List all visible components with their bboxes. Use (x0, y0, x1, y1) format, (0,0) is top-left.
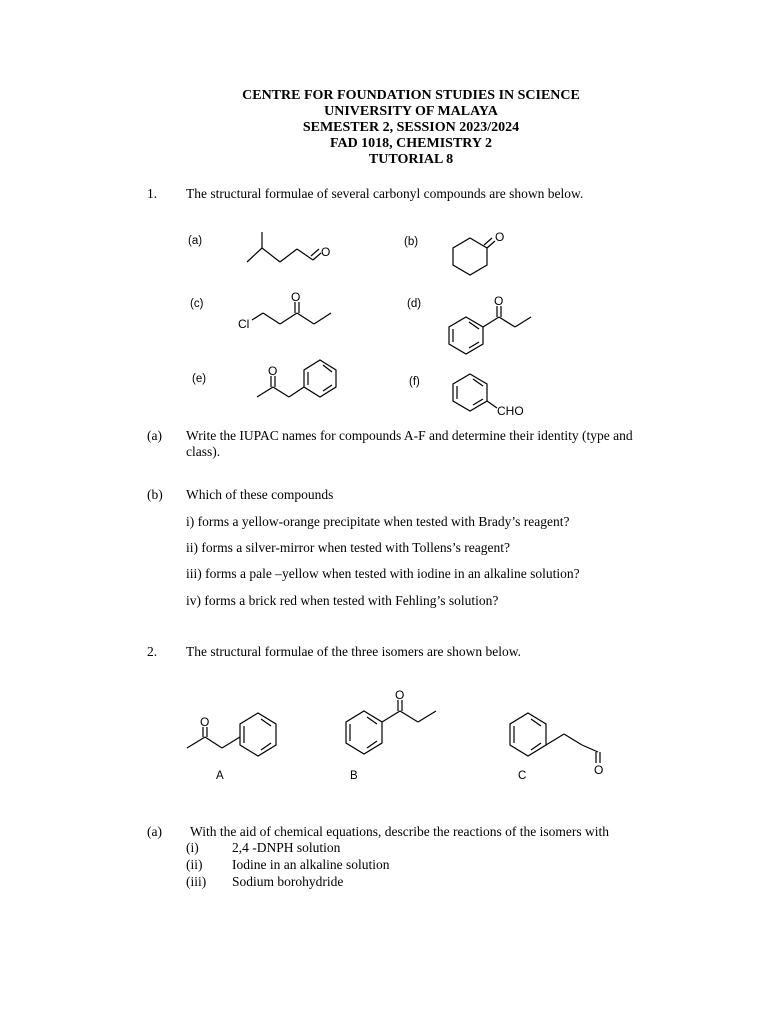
q2-part-a-intro: With the aid of chemical equations, describe the reactions of the isomers with (190, 824, 609, 839)
q1-part-b-item-2: ii) forms a silver-mirror when tested with Tollens’s reagent? (186, 540, 510, 555)
compound-label-c: (c) (190, 298, 204, 310)
oxygen-atom-isomer-a: O (200, 715, 210, 729)
q1-part-b-item-4: iv) forms a brick red when tested with Fehling’s solution? (186, 593, 499, 608)
chlorine-atom-c: Cl (238, 317, 250, 331)
header-university: UNIVERSITY OF MALAYA (324, 104, 498, 119)
q1-part-b-item-1: i) forms a yellow-orange precipitate when tested with Brady’s reagent? (186, 514, 570, 529)
oxygen-atom-isomer-c: O (594, 763, 604, 777)
header-semester: SEMESTER 2, SESSION 2023/2024 (302, 120, 520, 135)
q2-item-3-num: (iii) (186, 874, 207, 889)
q1-part-b-intro: Which of these compounds (186, 487, 334, 502)
compound-label-f: (f) (409, 376, 420, 388)
question-1-intro: The structural formulae of several carbonyl compounds are shown below. (186, 186, 584, 201)
q2-item-2-num: (ii) (186, 857, 203, 872)
question-2-intro: The structural formulae of the three isomers are shown below. (186, 644, 522, 659)
oxygen-atom-d: O (494, 294, 504, 308)
compound-label-b: (b) (404, 236, 419, 248)
q2-item-2-text: Iodine in an alkaline solution (232, 857, 390, 872)
q2-part-a-label: (a) (147, 824, 162, 839)
q1-part-a-line2: class). (186, 444, 221, 459)
q1-part-b-item-3: iii) forms a pale –yellow when tested with iodine in an alkaline solution? (186, 566, 580, 581)
oxygen-atom-e: O (268, 364, 278, 378)
q1-part-b-label: (b) (147, 487, 163, 502)
q2-item-1-text: 2,4 -DNPH solution (232, 840, 341, 855)
question-1-number: 1. (147, 186, 158, 201)
aldehyde-group-f: CHO (497, 404, 524, 418)
oxygen-atom-a: O (321, 245, 331, 259)
q2-item-3-text: Sodium borohydride (232, 874, 344, 889)
q1-part-a-line1: Write the IUPAC names for compounds A-F and determine their identity (type and (186, 428, 633, 443)
isomer-a-label: A (216, 770, 224, 782)
compound-label-e: (e) (192, 373, 207, 385)
question-2-number: 2. (147, 644, 158, 659)
header-institution: CENTRE FOR FOUNDATION STUDIES IN SCIENCE (242, 88, 580, 103)
oxygen-atom-isomer-b: O (395, 688, 405, 702)
compound-label-a: (a) (188, 235, 203, 247)
q1-part-a-label: (a) (147, 428, 162, 443)
compound-label-d: (d) (407, 298, 422, 310)
isomer-c-label: C (518, 770, 527, 782)
header-tutorial: TUTORIAL 8 (368, 152, 454, 167)
oxygen-atom-b: O (495, 230, 505, 244)
oxygen-atom-c: O (291, 290, 301, 304)
q2-item-1-num: (i) (186, 840, 199, 855)
isomer-b-label: B (350, 770, 358, 782)
header-course: FAD 1018, CHEMISTRY 2 (329, 136, 493, 151)
